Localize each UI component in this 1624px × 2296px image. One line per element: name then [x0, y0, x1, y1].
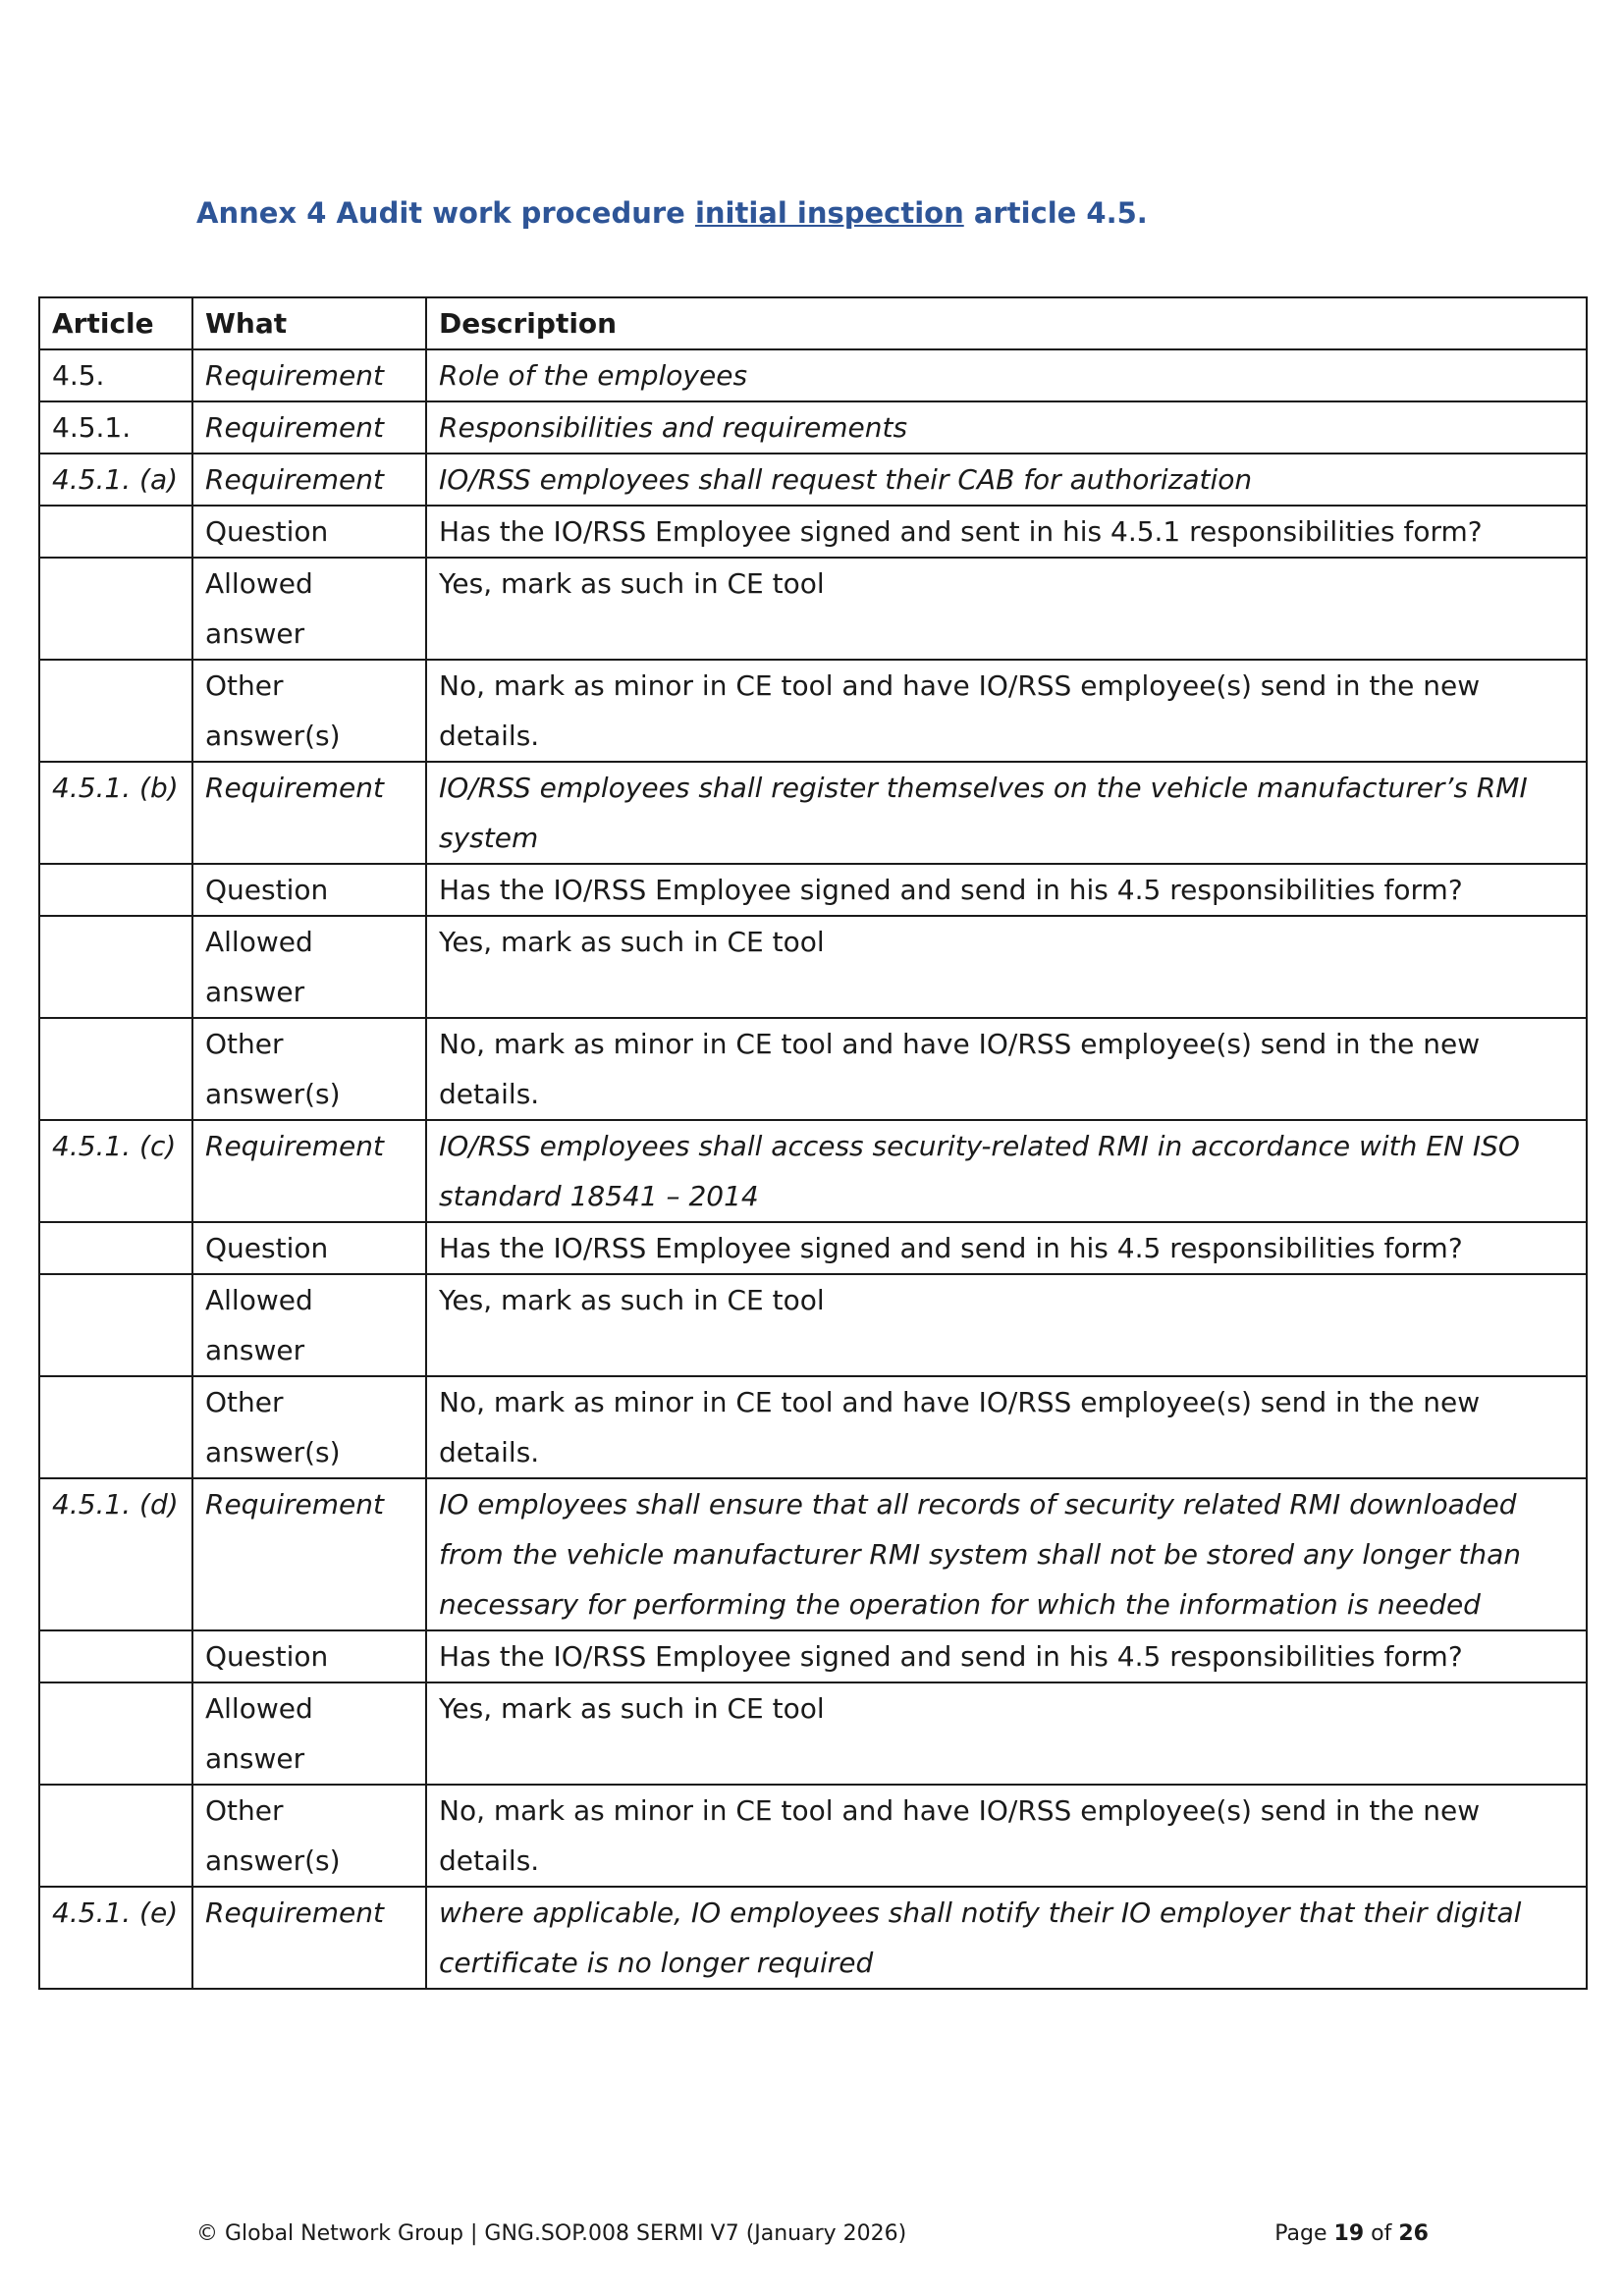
description-cell: Has the IO/RSS Employee signed and send in his 4.5 responsibilities form?: [426, 1222, 1587, 1274]
column-header-description: Description: [426, 297, 1587, 349]
audit-table: [38, 296, 1588, 1990]
description-cell: Role of the employees: [426, 349, 1587, 401]
description-cell: Yes, mark as such in CE tool: [426, 1682, 1587, 1785]
table-row: [39, 349, 1587, 401]
article-cell: 4.5.1. (d): [39, 1478, 192, 1630]
description-cell: IO employees shall ensure that all records of security related RMI downloaded from the vehicle manufacturer RMI system shall not be stored any longer than necessary for performing the operation for which the information is needed: [426, 1478, 1587, 1630]
description-cell: Has the IO/RSS Employee signed and send in his 4.5 responsibilities form?: [426, 864, 1587, 916]
description-cell: No, mark as minor in CE tool and have IO/RSS employee(s) send in the new details.: [426, 1376, 1587, 1478]
article-cell: 4.5.: [39, 349, 192, 401]
table-row: [39, 1376, 1587, 1478]
table-header-row: [39, 297, 1587, 349]
what-cell: Requirement: [192, 454, 426, 506]
description-cell: Has the IO/RSS Employee signed and sent in his 4.5.1 responsibilities form?: [426, 506, 1587, 558]
description-cell: Has the IO/RSS Employee signed and send in his 4.5 responsibilities form?: [426, 1630, 1587, 1682]
heading-underlined: initial inspection: [694, 196, 964, 230]
article-cell: [39, 660, 192, 762]
what-cell: Question: [192, 864, 426, 916]
article-cell: [39, 916, 192, 1018]
article-cell: [39, 1376, 192, 1478]
article-cell: [39, 1630, 192, 1682]
what-cell: Other answer(s): [192, 1018, 426, 1120]
table-row: [39, 454, 1587, 506]
description-cell: Yes, mark as such in CE tool: [426, 916, 1587, 1018]
description-cell: Yes, mark as such in CE tool: [426, 1274, 1587, 1376]
description-cell: No, mark as minor in CE tool and have IO/RSS employee(s) send in the new details.: [426, 1018, 1587, 1120]
what-cell: Allowed answer: [192, 916, 426, 1018]
what-cell: Allowed answer: [192, 1682, 426, 1785]
table-row: [39, 1222, 1587, 1274]
page-current: 19: [1333, 2221, 1365, 2246]
heading-suffix: article 4.5.: [963, 196, 1148, 230]
table-row: [39, 660, 1587, 762]
table-row: [39, 916, 1587, 1018]
description-cell: IO/RSS employees shall access security-related RMI in accordance with EN ISO standard 18541 – 2014: [426, 1120, 1587, 1222]
description-cell: IO/RSS employees shall request their CAB for authorization: [426, 454, 1587, 506]
description-cell: Responsibilities and requirements: [426, 401, 1587, 454]
table-row: [39, 1785, 1587, 1887]
what-cell: Requirement: [192, 1887, 426, 1989]
what-cell: Requirement: [192, 349, 426, 401]
what-cell: Question: [192, 1222, 426, 1274]
article-cell: [39, 1785, 192, 1887]
table-row: [39, 1018, 1587, 1120]
description-cell: No, mark as minor in CE tool and have IO/RSS employee(s) send in the new details.: [426, 1785, 1587, 1887]
article-cell: 4.5.1. (a): [39, 454, 192, 506]
column-header-what: What: [192, 297, 426, 349]
footer-page-number: [1274, 2221, 1429, 2246]
table-row: [39, 1120, 1587, 1222]
description-cell: Yes, mark as such in CE tool: [426, 558, 1587, 660]
what-cell: Requirement: [192, 762, 426, 864]
table-row: [39, 401, 1587, 454]
article-cell: 4.5.1. (c): [39, 1120, 192, 1222]
page-label: Page: [1274, 2221, 1334, 2246]
article-cell: [39, 1018, 192, 1120]
description-cell: No, mark as minor in CE tool and have IO/RSS employee(s) send in the new details.: [426, 660, 1587, 762]
table-body: [39, 349, 1587, 1989]
table-row: [39, 1630, 1587, 1682]
table-row: [39, 506, 1587, 558]
what-cell: Allowed answer: [192, 1274, 426, 1376]
description-cell: where applicable, IO employees shall notify their IO employer that their digital certificate is no longer required: [426, 1887, 1587, 1989]
article-cell: [39, 864, 192, 916]
article-cell: [39, 1222, 192, 1274]
column-header-article: Article: [39, 297, 192, 349]
table-row: [39, 558, 1587, 660]
article-cell: [39, 1682, 192, 1785]
table-row: [39, 1274, 1587, 1376]
what-cell: Question: [192, 1630, 426, 1682]
table-row: [39, 762, 1587, 864]
table-row: [39, 864, 1587, 916]
heading-prefix: Annex 4 Audit work procedure: [196, 196, 695, 230]
article-cell: [39, 558, 192, 660]
what-cell: Requirement: [192, 1478, 426, 1630]
page-total: 26: [1398, 2221, 1429, 2246]
article-cell: 4.5.1. (b): [39, 762, 192, 864]
what-cell: Other answer(s): [192, 1376, 426, 1478]
page-of: of: [1364, 2221, 1399, 2246]
article-cell: [39, 1274, 192, 1376]
article-cell: 4.5.1. (e): [39, 1887, 192, 1989]
annex-heading: [196, 196, 1148, 230]
what-cell: Requirement: [192, 401, 426, 454]
article-cell: [39, 506, 192, 558]
what-cell: Allowed answer: [192, 558, 426, 660]
table-row: [39, 1478, 1587, 1630]
what-cell: Other answer(s): [192, 660, 426, 762]
article-cell: 4.5.1.: [39, 401, 192, 454]
table-row: [39, 1682, 1587, 1785]
what-cell: Other answer(s): [192, 1785, 426, 1887]
footer-copyright: © Global Network Group | GNG.SOP.008 SERMI V7 (January 2026): [196, 2221, 907, 2246]
what-cell: Question: [192, 506, 426, 558]
description-cell: IO/RSS employees shall register themselves on the vehicle manufacturer’s RMI system: [426, 762, 1587, 864]
what-cell: Requirement: [192, 1120, 426, 1222]
table-row: [39, 1887, 1587, 1989]
